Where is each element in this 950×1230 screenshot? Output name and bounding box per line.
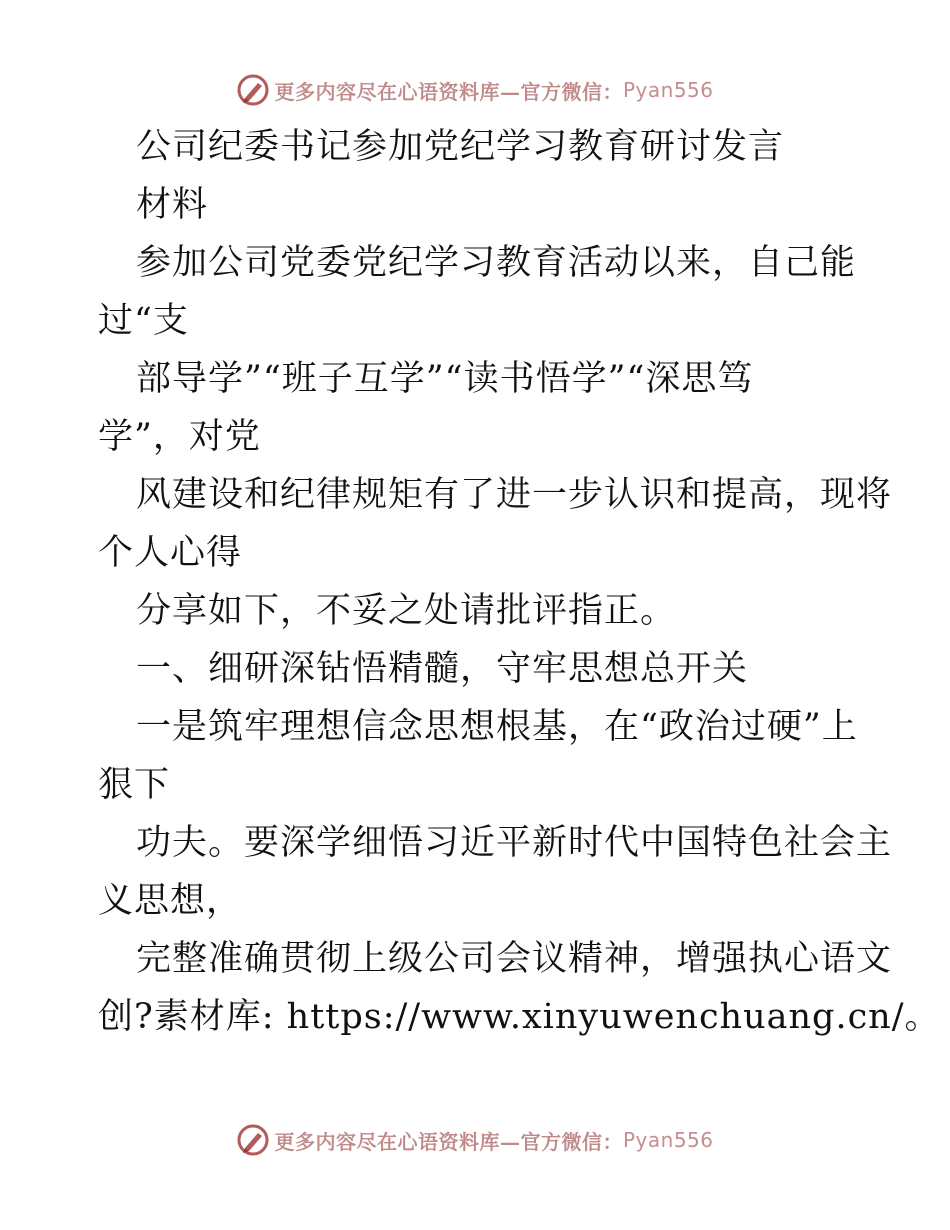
document-body bbox=[98, 118, 941, 1046]
header-watermark bbox=[0, 70, 950, 110]
text-line: 一、细研深钻悟精髓，守牢思想总开关 bbox=[136, 649, 749, 689]
text-line: 义思想， bbox=[98, 881, 243, 921]
text-line: 过“支 bbox=[98, 301, 189, 341]
text-line: 完整准确贯彻上级公司会议精神，增强执心语文 bbox=[136, 939, 893, 979]
text-line: 风建设和纪律规矩有了进一步认识和提高，现将 bbox=[136, 475, 893, 515]
watermark-text: 更多内容尽在心语资料库—官方微信： bbox=[274, 79, 623, 104]
text-line: 材料 bbox=[136, 185, 209, 225]
text-line: 公司纪委书记参加党纪学习教育研讨发言 bbox=[136, 127, 785, 167]
text-line: 创?素材库: https://www.xinyuwenchuang.cn/。 bbox=[98, 997, 941, 1037]
pen-logo-icon bbox=[236, 73, 270, 107]
text-line: 参加公司党委党纪学习教育活动以来，自己能 bbox=[136, 243, 857, 283]
text-line: 狠下 bbox=[98, 765, 171, 805]
footer-watermark bbox=[0, 1120, 950, 1160]
watermark-account: Pyan556 bbox=[622, 78, 714, 102]
text-line: 学”，对党 bbox=[98, 417, 261, 457]
watermark-text: 更多内容尽在心语资料库—官方微信： bbox=[274, 1129, 623, 1154]
text-line: 一是筑牢理想信念思想根基，在“政治过硬”上 bbox=[136, 707, 858, 747]
text-line: 个人心得 bbox=[98, 533, 243, 573]
watermark-account: Pyan556 bbox=[622, 1128, 714, 1152]
text-line: 功夫。要深学细悟习近平新时代中国特色社会主 bbox=[136, 823, 893, 863]
text-line: 部导学”“班子互学”“读书悟学”“深思笃 bbox=[136, 359, 754, 399]
text-line: 分享如下，不妥之处请批评指正。 bbox=[136, 591, 677, 631]
pen-logo-icon bbox=[236, 1123, 270, 1157]
